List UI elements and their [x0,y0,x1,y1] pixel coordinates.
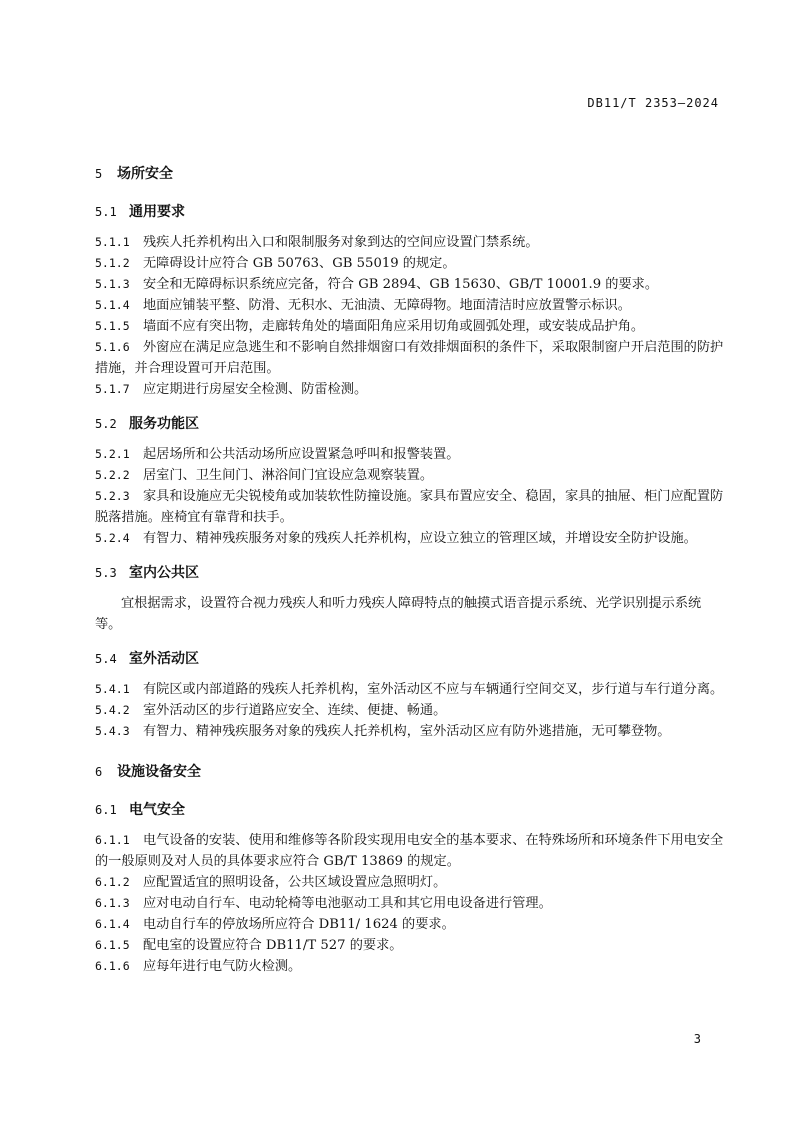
clause-number: 5.4.2 [95,703,130,717]
section-heading-5-1 [95,196,725,226]
clause-text: 外窗应在满足应急逃生和不影响自然排烟窗口有效排烟面积的条件下，采取限制窗户开启范围的防护措施，并合理设置可开启范围。 [95,340,724,376]
page-content [95,158,725,977]
clause-number: 5.1.4 [95,298,130,312]
page-number: 3 [693,1032,701,1046]
clause-text: 电气设备的安装、使用和维修等各阶段实现用电安全的基本要求、在特殊场所和环境条件下用电安全的一般原则及对人员的具体要求应符合 GB/T 13869 的规定。 [95,833,724,869]
section-heading-5-4 [95,643,725,673]
clause-text: 起居场所和公共活动场所应设置紧急呼叫和报警装置。 [143,447,460,462]
clause-5-2-3 [95,486,725,528]
clause-text: 应对电动自行车、电动轮椅等电池驱动工具和其它用电设备进行管理。 [143,896,552,911]
clause-5-1-5 [95,316,725,337]
clause-6-1-3 [95,893,725,914]
clause-5-1-3 [95,274,725,295]
clause-number: 5.1.2 [95,256,130,270]
section-number: 5.4 [95,652,117,666]
chapter-heading-6 [95,756,725,786]
clause-text: 配电室的设置应符合 DB11/T 527 的要求。 [143,938,403,953]
chapter-number: 6 [95,765,103,779]
clause-number: 6.1.6 [95,959,130,973]
clause-text: 应配置适宜的照明设备，公共区域设置应急照明灯。 [143,875,447,890]
clause-text: 无障碍设计应符合 GB 50763、GB 55019 的规定。 [143,256,456,271]
section-number: 5.2 [95,417,117,431]
section-title: 通用要求 [129,204,185,220]
clause-number: 6.1.3 [95,896,130,910]
chapter-heading-5 [95,158,725,188]
section-title: 电气安全 [129,802,185,818]
clause-text: 残疾人托养机构出入口和限制服务对象到达的空间应设置门禁系统。 [143,235,539,250]
chapter-number: 5 [95,167,103,181]
clause-text: 有智力、精神残疾服务对象的残疾人托养机构，室外活动区应有防外逃措施，无可攀登物。 [143,724,671,739]
clause-number: 5.1.1 [95,235,130,249]
document-code: DB11/T 2353—2024 [587,96,719,110]
clause-text: 电动自行车的停放场所应符合 DB11/ 1624 的要求。 [143,917,455,932]
clause-text: 应每年进行电气防火检测。 [143,959,302,974]
clause-text: 家具和设施应无尖锐棱角或加装软性防撞设施。家具布置应安全、稳固，家具的抽屉、柜门应配置防脱落措施。座椅宜有靠背和扶手。 [95,489,724,525]
clause-number: 5.1.3 [95,277,130,291]
clause-5-1-6 [95,337,725,379]
clause-number: 5.2.1 [95,447,130,461]
section-number: 5.3 [95,566,117,580]
section-heading-5-2 [95,408,725,438]
clause-text: 有院区或内部道路的残疾人托养机构，室外活动区不应与车辆通行空间交叉，步行道与车行道分离。 [143,682,724,697]
clause-text: 有智力、精神残疾服务对象的残疾人托养机构，应设立独立的管理区域，并增设安全防护设施。 [143,531,697,546]
clause-number: 6.1.4 [95,917,130,931]
section-title: 室外活动区 [129,651,199,667]
clause-text: 墙面不应有突出物，走廊转角处的墙面阳角应采用切角或圆弧处理，或安装成品护角。 [143,319,645,334]
clause-number: 5.1.5 [95,319,130,333]
clause-number: 5.4.1 [95,682,130,696]
clause-text: 应定期进行房屋安全检测、防雷检测。 [143,382,368,397]
clause-number: 5.2.2 [95,468,130,482]
section-heading-5-3 [95,557,725,587]
clause-5-1-1 [95,232,725,253]
clause-text: 室外活动区的步行道路应安全、连续、便捷、畅通。 [143,703,447,718]
clause-6-1-5 [95,935,725,956]
clause-number: 6.1.2 [95,875,130,889]
clause-text: 安全和无障碍标识系统应完备，符合 GB 2894、GB 15630、GB/T 10001.9 的要求。 [143,277,659,292]
clause-6-1-2 [95,872,725,893]
clause-text: 居室门、卫生间门、淋浴间门宜设应急观察装置。 [143,468,434,483]
clause-text: 地面应铺装平整、防滑、无积水、无油渍、无障碍物。地面清洁时应放置警示标识。 [143,298,631,313]
clause-number: 5.4.3 [95,724,130,738]
clause-number: 6.1.5 [95,938,130,952]
clause-5-1-2 [95,253,725,274]
clause-6-1-1 [95,830,725,872]
clause-5-2-4 [95,528,725,549]
section-paragraph-5-3: 宜根据需求，设置符合视力残疾人和听力残疾人障碍特点的触摸式语音提示系统、光学识别提示系统等。 [95,596,702,632]
section-title: 服务功能区 [129,416,199,432]
chapter-title: 设施设备安全 [117,764,201,780]
clause-5-2-2 [95,465,725,486]
clause-number: 5.1.6 [95,340,130,354]
clause-5-1-7 [95,379,725,400]
clause-number: 5.2.4 [95,531,130,545]
section-heading-6-1 [95,794,725,824]
clause-6-1-6 [95,956,725,977]
clause-5-2-1 [95,444,725,465]
clause-5-4-1 [95,679,725,700]
clause-5-4-3 [95,721,725,742]
chapter-title: 场所安全 [117,166,173,182]
clause-5-4-2 [95,700,725,721]
clause-6-1-4 [95,914,725,935]
clause-number: 5.1.7 [95,382,130,396]
clause-5-1-4 [95,295,725,316]
section-number: 5.1 [95,205,117,219]
clause-number: 6.1.1 [95,833,130,847]
section-title: 室内公共区 [129,565,199,581]
clause-number: 5.2.3 [95,489,130,503]
section-number: 6.1 [95,803,117,817]
